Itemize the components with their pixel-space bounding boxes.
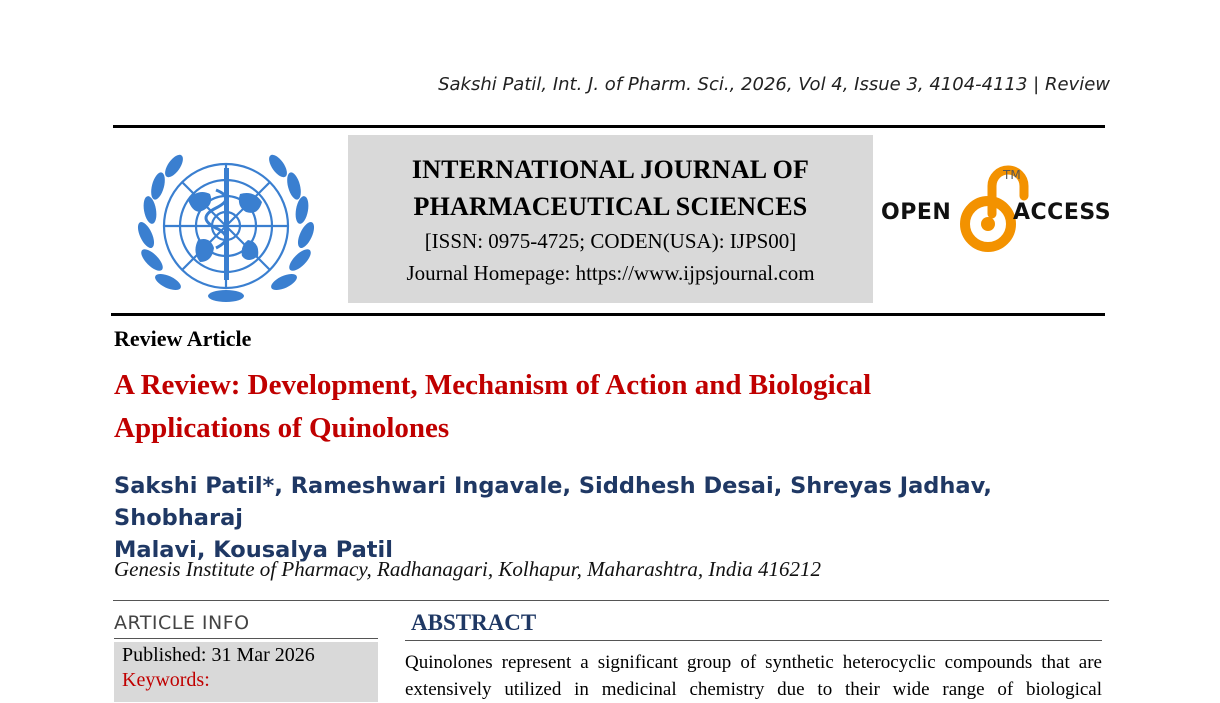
open-access-access-label: ACCESS [1013,200,1112,225]
article-title [114,364,1074,450]
author-affiliation: Genesis Institute of Pharmacy, Radhanagari, Kolhapur, Maharashtra, India 416212 [114,557,821,581]
abstract-rule [405,640,1102,641]
open-access-tm: TM [1003,168,1021,182]
author-list-line1: Sakshi Patil*, Rameshwari Ingavale, Siddhesh Desai, Shreyas Jadhav, Shobharaj [114,473,992,531]
journal-title-line2: PHARMACEUTICAL SCIENCES [413,192,808,221]
journal-issn: [ISSN: 0975-4725; CODEN(USA): IJPS00] [424,229,797,253]
keywords-label: Keywords: [122,669,210,691]
abstract-line2: extensively utilized in medicinal chemistry due to their wide range of biological [405,679,1102,700]
abstract-heading: ABSTRACT [411,610,537,635]
journal-homepage-link[interactable]: Journal Homepage: https://www.ijpsjournal.com [406,261,815,285]
article-title-line1: A Review: Development, Mechanism of Action and Biological [114,369,872,401]
journal-title-line1: INTERNATIONAL JOURNAL OF [411,155,810,184]
open-access-open-label: OPEN [881,200,952,225]
author-list [114,470,1114,566]
affiliation-rule [113,600,1109,601]
journal-emblem-icon [128,140,324,306]
article-title-line2: Applications of Quinolones [114,412,450,444]
citation-header: Sakshi Patil, Int. J. of Pharm. Sci., 2026, Vol 4, Issue 3, 4104-4113 | Review [438,74,1110,95]
header-rule-top [113,125,1105,128]
article-info-heading: ARTICLE INFO [114,612,250,634]
author-list-line2: Malavi, Kousalya Patil [114,537,393,563]
published-date: Published: 31 Mar 2026 [122,644,315,666]
journal-masthead [348,135,873,303]
abstract-line1: Quinolones represent a significant group of synthetic heterocyclic compounds that are [405,652,1102,673]
article-type: Review Article [114,326,252,351]
article-info-rule [114,638,378,639]
header-rule-bottom [111,313,1105,316]
